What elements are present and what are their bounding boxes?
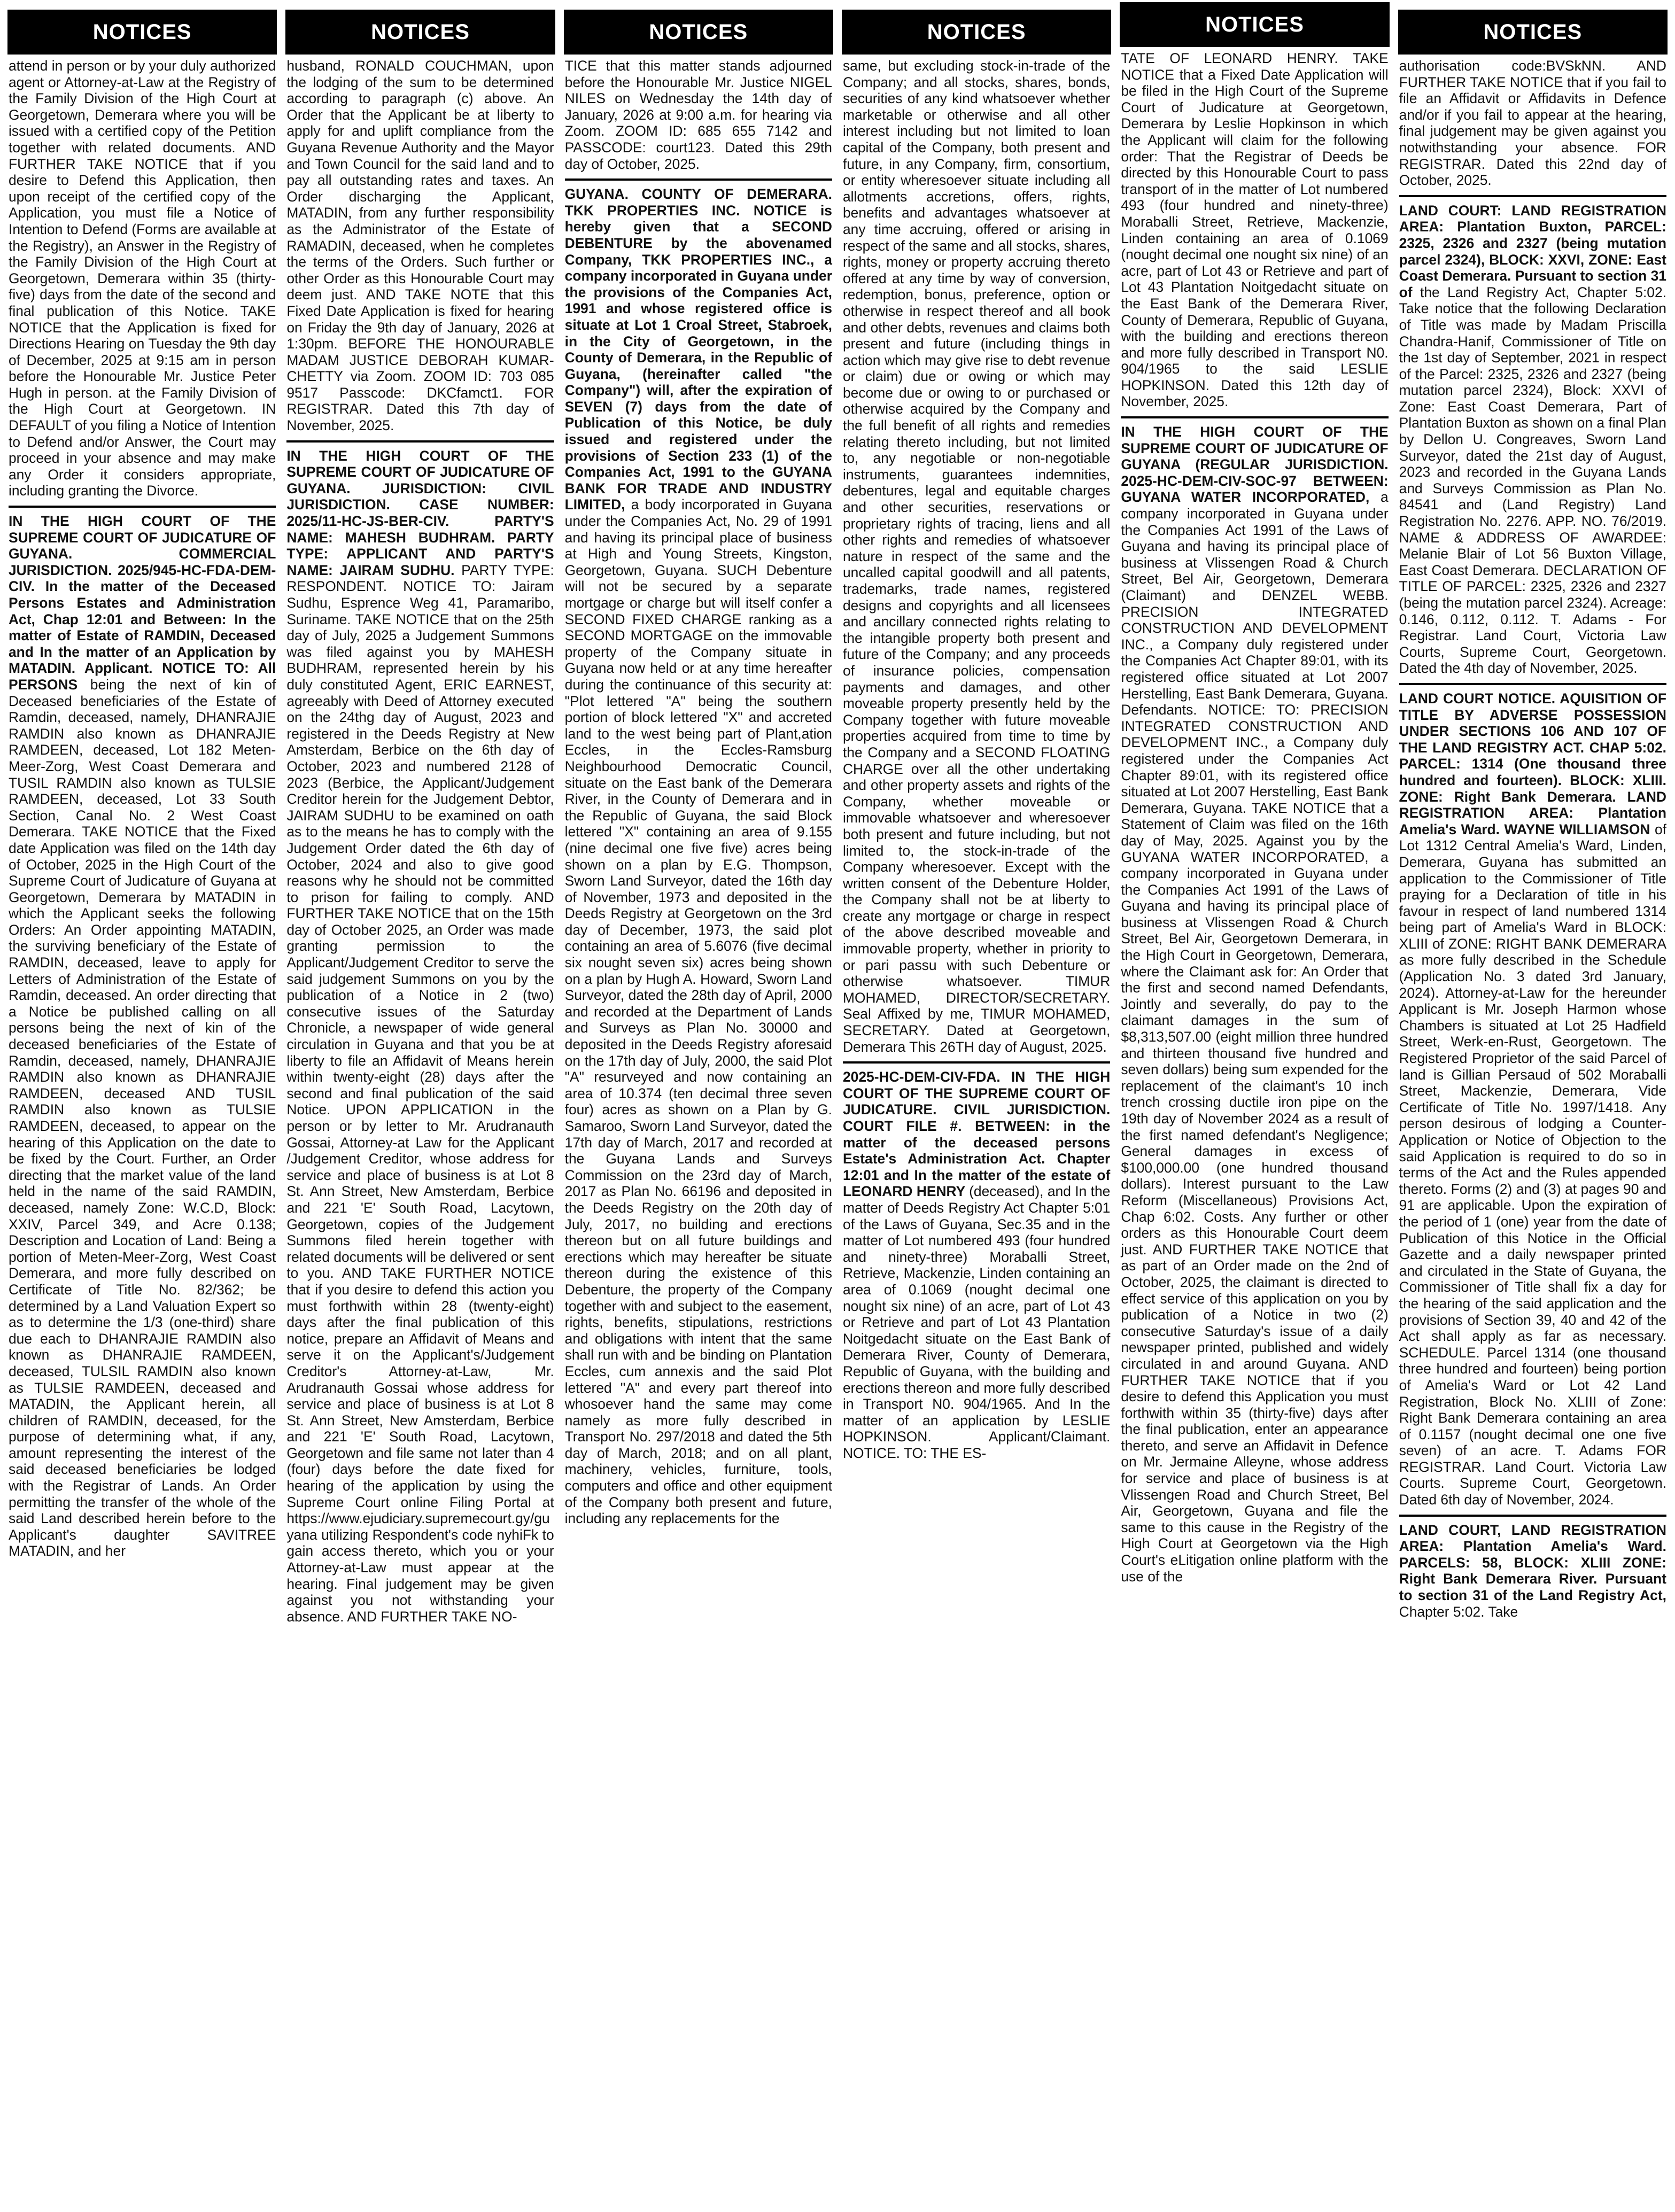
notice-paragraph: attend in person or by your duly authorized agent or Attorney-at-Law at the Registry of the Family Division of the High Court at Georgetown, Demerara where you will be issued with a certified copy of the Petition together with related documents. AND FURTHER TAKE NOTICE that if you desire to Defend this Application, then upon receipt of the certified copy of the Application, you must file a Notice of Intention to Defend (Forms are available at the Registry), an Answer in the Registry of the Family Division of the High Court at Georgetown, Demerara within 35 (thirty-five) days from the date of the second and final publication of this Notice. TAKE NOTICE that the Application is fixed for Directions Hearing on Tuesday the 9th day of December, 2025 at 9:15 am in person before the Honourable Mr. Justice Peter Hugh in person. at the Family Division of the High Court at Georgetown. IN DEFAULT of you filing a Notice of Intention to Defend and/or Answer, the Court may proceed in your absence and may make any Order it considers appropriate, including granting the Divorce. <box>9 58 276 499</box>
notice-item <box>1121 424 1388 1587</box>
column-rule <box>1399 195 1666 197</box>
notices-column-5 <box>1120 0 1389 2212</box>
column-rule <box>565 178 832 181</box>
column-rule <box>286 440 554 443</box>
notice-continuation <box>9 58 276 501</box>
notice-paragraph: of Lot 1312 Central Amelia's Ward, Linden, Demerara, Guyana has submitted an application to the Commissioner of Title praying for a Declaration of title in his favour in respect of land numbered 1314 being part of Amelia's Ward in BLOCK: XLIII of ZONE: RIGHT BANK DEMERARA as more fully described in the Schedule (Application No. 3 dated 3rd January, 2024). Attorney-at-Law for the hereunder Applicant is Mr. Joseph Harmon whose Chambers is situated at Lot 25 Hadfield Street, Werk-en-Rust, Georgetown. The Registered Proprietor of the said Parcel of land is Gillian Persaud of 502 Moraballi Street, Mackenzie, Demerara, Vide Certificate of Title No. 1997/1418. Any person desirous of lodging a Counter-Application or Notice of Objection to the said Application is required to do so in terms of the Act and the Rules appended thereto. Forms (2) and (3) at pages 90 and 91 are applicable. Upon the expiration of the period of 1 (one) year from the date of Publication of this Notice in the Official Gazette and a daily newspaper printed and circulated in the State of Guyana, the Commissioner of Title shall fix a day for the hearing of the said application and the provisions of Section 39, 40 and 42 of the Act shall apply as far as necessary. SCHEDULE. Parcel 1314 (one thousand three hundred and fourteen) being portion of Amelia's Ward or Lot 42 Land Registration, Block No. XLIII of Zone: Right Bank Demerara containing an area of 0.1157 (nought decimal one one five seven) of an acre. T. Adams FOR REGISTRAR. Land Court. Victoria Law Courts. Supreme Court, Georgetown. Dated 6th day of November, 2024. <box>1399 821 1666 1508</box>
notice-item <box>1399 203 1666 679</box>
notice-paragraph: authorisation code:BVSkNN. AND FURTHER TAKE NOTICE that if you fail to file an Affidavit or Affidavits in Defence and/or if you fail to appear at the hearing, final judgement may be given against you notwithstanding your absence. FOR REGISTRAR. Dated this 22nd day of October, 2025. <box>1399 58 1666 189</box>
notices-column-4 <box>842 0 1111 2212</box>
notice-heading: LAND COURT: LAND REGISTRATION AREA: Plantation Buxton, PARCEL: 2325, 2326 and 2327 (being mutation parcel 2324), BLOCK: XXVI, ZONE: East Coast Demerara. Pursuant to section 31 of <box>1399 202 1666 300</box>
notice-item <box>9 513 276 1562</box>
column-rule <box>9 506 276 508</box>
notices-column-3 <box>564 0 833 2212</box>
notice-heading: IN THE HIGH COURT OF THE SUPREME COURT OF JUDICATURE OF GUYANA. COMMERCIAL JURISDICTION. 2025/945-HC-FDA-DEM-CIV. In the matter of the Deceased Persons Estates and Administration Act, Chap 12:01 and Between: In the matter of Estate of RAMDIN, Deceased and In the matter of an Application by MATADIN. Applicant. NOTICE TO: All PERSONS <box>9 513 276 693</box>
notices-header: NOTICES <box>1398 10 1668 55</box>
notice-heading: LAND COURT, LAND REGISTRATION AREA: Plantation Amelia's Ward. PARCELS: 58, BLOCK: XLIII ZONE: Right Bank Demerara River. Pursuant to section 31 of the Land Registry Act, <box>1399 1522 1666 1604</box>
notice-continuation <box>565 58 832 174</box>
notice-item <box>565 186 832 1529</box>
notice-heading: IN THE HIGH COURT OF THE SUPREME COURT OF JUDICATURE OF GUYANA. JURISDICTION: CIVIL JURISDICTION. CASE NUMBER: 2025/11-HC-JS-BER-CIV. PARTY'S NAME: MAHESH BUDHRAM. PARTY TYPE: APPLICANT AND PARTY'S NAME: JAIRAM SUDHU. <box>286 447 554 578</box>
notice-paragraph: husband, RONALD COUCHMAN, upon the lodging of the sum to be determined according to paragraph (c) above. An Order that the Applicant be at liberty to apply for and uplift compliance from the Guyana Revenue Authority and the Mayor and Town Council for the said land and to pay all outstanding rates and taxes. An Order discharging the Applicant, MATADIN, from any further responsibility as the Administrator of the Estate of RAMADIN, deceased, when he completes the terms of the Orders. Such further or other Order as this Honourable Court may deem just. AND TAKE NOTE that this Fixed Date Application is fixed for hearing on Friday the 9th day of January, 2026 at 1:30pm. BEFORE THE HONOURABLE MADAM JUSTICE DEBORAH KUMAR-CHETTY via Zoom. ZOOM ID: 703 085 9517 Passcode: DKCfamct1. FOR REGISTRAR. Dated this 7th day of November, 2025. <box>286 58 554 434</box>
notice-paragraph: (deceased), and In the matter of Deeds Registry Act Chapter 5:01 of the Laws of Guyana, Sec.35 and in the matter of Lot numbered 493 (four hundred and ninety-three) Moraballi Street, Retrieve, Mackenzie, Linden containing an area of 0.1069 (nought decimal one nought six nine) of an acre, part of Lot 43 or Retrieve and part of Lot 43 Plantation Noitgedacht situate on the East Bank of Demerara River, County of Demerara, Republic of Guyana, with the building and erections thereon and more fully described in Transport N0. 904/1965. And In the matter of an application by LESLIE HOPKINSON. Applicant/Claimant. NOTICE. TO: THE ES- <box>842 1183 1111 1461</box>
notices-header: NOTICES <box>7 10 277 55</box>
notice-body <box>285 58 555 1627</box>
notice-paragraph: PARTY TYPE: RESPONDENT. NOTICE TO: Jairam Sudhu, Esprence Weg 41, Paramaribo, Suriname. TAKE NOTICE that on the 25th day of July, 2025 a Judgement Summons was filed against you by MAHESH BUDHRAM, represented herein by his duly constituted Agent, ERIC EARNEST, agreeably with Deed of Attorney executed on the 24thg day of August, 2023 and registered in the Deeds Registry at New Amsterdam, Berbice on the 6th day of October, 2023 and numbered 2128 of 2023 (Berbice, the Applicant/Judgement Creditor herein for the Judgement Debtor, JAIRAM SUDHU to be examined on oath as to the means he has to comply with the Judgement Order dated the 6th day of October, 2024 and also to give good reasons why he should not be committed to prison for failing to comply. AND FURTHER TAKE NOTICE that on the 15th day of October 2025, an Order was made granting permission to the Applicant/Judgement Creditor to serve the said judgement Summons on you by the publication of a Notice in 2 (two) consecutive issues of the Saturday Chronicle, a newspaper of wide general circulation in Guyana and that you be at liberty to file an Affidavit of Means herein within twenty-eight (28) days after the second and final publication of the said Notice. UPON APPLICATION in the person or by letter to Mr. Arudranauth Gossai, Attorney-at Law for the Applicant /Judgement Creditor, whose address for service and place of business is at Lot 8 St. Ann Street, New Amsterdam, Berbice and 221 'E' South Road, Lacytown, Georgetown, copies of the Judgement Summons filed herein together with related documents will be delivered or sent to you. AND TAKE FURTHER NOTICE that if you desire to defend this action you must forthwith within 28 (twenty-eight) days after the final publication of this notice, prepare an Affidavit of Means and serve it on the Applicant's/Judgement Creditor's Attorney-at-Law, Mr. Arudranauth Gossai whose address for service and place of business is at Lot 8 St. Ann Street, New Amsterdam, Berbice and 221 'E' South Road, Lacytown, Georgetown and file same not later than 4 (four) days before the date fixed for hearing of the application by using the Supreme Court online Filing Portal at https://www.ejudiciary.supremecourt.gy/guyana utilizing Respondent's code nyhiFk to gain access thereto, which you or your Attorney-at-Law must appear at the hearing. Final judgement may be given against you not withstanding your absence. AND FURTHER TAKE NO- <box>286 562 554 1625</box>
notice-paragraph: the Land Registry Act, Chapter 5:02. Take notice that the following Declaration of Title was made by Madam Priscilla Chandra-Hanif, Commissioner of Title on the 1st day of September, 2021 in respect of the Parcel: 2325, 2326 and 2327 (being mutation parcel 2324), Block: XXVI of Zone: East Coast Demerara, Part of Plantation Buxton as shown on a final Plan by Dellon U. Congreaves, Sworn Land Surveyor, dated the 21st day of August, 2023 and recorded in the Guyana Lands and Surveys Commission as Plan No. 84541 and (Land Registry) Land Registration No. 2276. APP. NO. 76/2019. NAME & ADDRESS OF AWARDEE: Melanie Blair of Lot 56 Buxton Village, East Coast Demerara. DECLARATION OF TITLE OF PARCEL: 2325, 2326 and 2327 (being the mutation parcel 2324). Acreage: 0.146, 0.112, 0.112. T. Adams - For Registrar. Land Court, Victoria Law Courts, Supreme Court, Georgetown. Dated the 4th day of November, 2025. <box>1399 284 1666 677</box>
notice-continuation <box>1399 58 1666 191</box>
notice-item <box>843 1069 1110 1463</box>
notice-paragraph: same, but excluding stock-in-trade of the Company; and all stocks, shares, bonds, securities of any kind whatsoever whether marketable or otherwise and all other interest including but not limited to loan capital of the Company, both present and future, in any Company, firm, consortium, or entity wheresoever situate including all allotments accretions, offers, rights, benefits and advantages whatsoever at any time accruing, offered or arising in respect of the same and all stocks, shares, rights, money or property accruing thereto offered at any time by way of conversion, redemption, bonus, preference, option or otherwise in respect thereof and all book and other debts, revenues and claims both present and future (including things in action which may give rise to debt revenue or claim) due or owing or which may become due or owing to or purchased or otherwise acquired by the Company and the full benefit of all rights and remedies relating thereto including, but not limited to, any negotiable or non-negotiable instruments, guarantees indemnities, debentures, legal and equitable charges and other securities, reservations or proprietary rights of tracing, liens and all other rights and remedies of whatsoever nature in respect of the same and the uncalled capital goodwill and all patents, trademarks, trade names, registered designs and copyrights and all licensees and ancillary connected rights relating to the intangible property both present and future of the Company; and any proceeds of insurance policies, compensation payments and damages, and other moveable property presently held by the Company together with future moveable properties acquired from time to time by the Company and a SECOND FLOATING CHARGE over all the other undertaking and other property assets and rights of the Company, whether moveable or immovable whatsoever and wheresoever both present and future including, but not limited to, the stock-in-trade of the Company wheresoever. Except with the written consent of the Debenture Holder, the Company shall not be at liberty to create any mortgage or charge in respect of the above described moveable and immovable property, whether in priority to or pari passu with such Debenture or otherwise whatsoever. TIMUR MOHAMED, DIRECTOR/SECRETARY. Seal Affixed by me, TIMUR MOHAMED, SECRETARY. Dated at Georgetown, Demerara This 26TH day of August, 2025. <box>842 58 1111 1055</box>
notice-continuation <box>1121 50 1388 412</box>
notice-body <box>1120 50 1389 1587</box>
notice-body <box>564 58 833 1529</box>
notice-paragraph: being the next of kin of Deceased beneficiaries of the Estate of Ramdin, deceased, namely, DHANRAJIE RAMDIN also known as DHANRAJIE RAMDEEN, deceased, Lot 182 Meten-Meer-Zorg, West Coast Demerara and TUSIL RAMDIN also known as TULSIE RAMDEEN, deceased, Lot 33 South Section, Canal No. 2 West Coast Demerara. TAKE NOTICE that the Fixed date Application was filed on the 14th day of October, 2025 in the High Court of the Supreme Court of Judicature of Guyana at Georgetown, Demerara by MATADIN in which the Applicant seeks the following Orders: An Order appointing MATADIN, the surviving beneficiary of the Estate of RAMDIN, deceased, leave to apply for Letters of Administration of the Estate of Ramdin, deceased. An order directing that a Notice be published calling on all persons being the next of kin of the deceased beneficiaries of the Estate of Ramdin, deceased, namely, DHANRAJIE RAMDIN also known as DHANRAJIE RAMDEEN, deceased AND TUSIL RAMDIN also known as TULSIE RAMDEEN, deceased, to appear on the hearing of this Application on the date to be fixed by the Court. Further, an Order directing that the market value of the land held in the name of the said RAMDIN, deceased, namely Zone: W.C.D, Block: XXIV, Parcel 349, and Acre 0.138; Description and Location of Land: Being a portion of Meten-Meer-Zorg, West Coast Demerara, and more fully described on Certificate of Title No. 82/362; be determined by a Land Valuation Expert so as to determine the 1/3 (one-third) share due each to DHANRAJIE RAMDIN also known as DHANRAJIE RAMDEEN, deceased, TULSIL RAMDIN also known as TULSIE RAMDEEN, deceased and MATADIN, the Applicant herein, all children of RAMDIN, deceased, for the purpose of determining what, if any, amount representing the interest of the said deceased beneficiaries be lodged with the Registrar of Lands. An Order permitting the transfer of the whole of the said Land described herein before to the Applicant's daughter SAVITREE MATADIN, and her <box>9 676 276 1559</box>
notice-item <box>286 448 554 1627</box>
notice-paragraph: a company incorporated in Guyana under the Companies Act 1991 of the Laws of Guyana and having its principal place of business at Vlissengen Road & Church Street, Bel Air, Georgetown, Demerara (Claimant) and DENZEL WEBB. PRECISION INTEGRATED CONSTRUCTION AND DEVELOPMENT INC., a Company duly registered under the Companies Act Chapter 89:01, with its registered office situated at Lot 2007 Herstelling, East Bank Demerara, Guyana. Defendants. NOTICE: TO: PRECISION INTEGRATED CONSTRUCTION AND DEVELOPMENT INC., a Company duly registered under the Companies Act Chapter 89:01, with its registered office situated at Lot 2007 Herstelling, East Bank Demerara, Guyana. TAKE NOTICE that a Statement of Claim was filed on the 16th day of May, 2025. Against you by the GUYANA WATER INCORPORATED, a company incorporated in Guyana under the Companies Act 1991 of the Laws of Guyana and having its principal place of business at Vlissengen Road & Church Street, Bel Air, Georgetown Demerara, in the High Court in Georgetown, Demerara, where the Claimant ask for: An Order that the first and second named Defendants, Jointly and severally, do pay to the claimant damages in the sum of $8,313,507.00 (eight million three hundred and thirteen thousand five hundred and seven dollars) being sum expended for the replacement of the claimant's 10 inch trench crossing ductile iron pipe on the 19th day of November 2024 as a result of the first named defendant's Negligence; General damages in excess of $100,000.00 (one hundred thousand dollars). Interest pursuant to the Law Reform (Miscellaneous) Provisions Act, Chap 6:02. Costs. Any further or other orders as this Honourable Court deem just. AND FURTHER TAKE NOTICE that as part of an Order made on the 2nd of October, 2025, the claimant is directed to effect service of this application on you by publication of a Notice in two (2) consecutive Saturday's issue of a daily newspaper printed, published and widely circulated in and around Guyana. AND FURTHER TAKE NOTICE that if you desire to defend this Application you must forthwith within 35 (thirty-five) days after the final publication, enter an appearance thereto, and serve an Affidavit in Defence on Mr. Jermaine Alleyne, whose address for service and place of business is at Vlissengen Road and Church Street, Bel Air, Georgetown, Guyana and file the same to this cause in the Registry of the High Court at Georgetown via the High Court's eLitigation online platform with the use of the <box>1121 489 1389 1585</box>
notices-column-2 <box>285 0 555 2212</box>
column-rule <box>1399 683 1666 685</box>
notices-header: NOTICES <box>1120 2 1389 47</box>
notice-paragraph: TICE that this matter stands adjourned before the Honourable Mr. Justice NIGEL NILES on Wednesday the 14th day of January, 2026 at 9:00 a.m. for hearing via Zoom. ZOOM ID: 685 655 7142 and PASSCODE: court123. Dated this 29th day of October, 2025. <box>564 58 832 172</box>
notice-paragraph: Chapter 5:02. Take <box>1399 1603 1518 1620</box>
notice-heading: GUYANA. COUNTY OF DEMERARA. TKK PROPERTIES INC. NOTICE is hereby given that a SECOND DEBENTURE by the abovenamed Company, TKK PROPERTIES INC., a company incorporated in Guyana under the provisions of the Companies Act, 1991 and whose registered office is situate at Lot 1 Croal Street, Stabroek, in the City of Georgetown, in the County of Demerara, in the Republic of Guyana, (hereinafter called "the Company") will, after the expiration of SEVEN (7) days from the date of Publication of this Notice, be duly issued and registered under the provisions of Section 233 (1) of the Companies Act, 1991 to the GUYANA BANK FOR TRADE AND INDUSTRY LIMITED, <box>564 186 832 513</box>
notice-paragraph: TATE OF LEONARD HENRY. TAKE NOTICE that a Fixed Date Application will be filed in the High Court of the Supreme Court of Judicature at Georgetown, Demerara by Leslie Hopkinson in which the Applicant will claim for the following order: That the Registrar of Deeds be directed by this Honourable Court to pass transport of in the matter of Lot numbered 493 (four hundred and ninety-three) Moraballi Street, Retrieve, Mackenzie, Linden containing an area of 0.1069 (nought decimal one nought six nine) of an acre, part of Lot 43 or Retrieve and part of Lot 43 Plantation Noitgedacht situate on the East Bank of the Demerara River, County of Demerara, Republic of Guyana, with the building and erections thereon and more fully described in Transport N0. 904/1965 to the said LESLIE HOPKINSON. Dated this 12th day of November, 2025. <box>1121 50 1389 410</box>
notice-continuation <box>286 58 554 436</box>
notice-body <box>7 58 277 1562</box>
notice-item <box>1399 690 1666 1510</box>
notice-continuation <box>843 58 1110 1057</box>
notice-heading: IN THE HIGH COURT OF THE SUPREME COURT OF JUDICATURE OF GUYANA (REGULAR JURISDICTION. 2025-HC-DEM-CIV-SOC-97 BETWEEN: GUYANA WATER INCORPORATED, <box>1121 424 1389 506</box>
notice-body <box>1398 58 1668 1622</box>
notice-body <box>842 58 1111 1463</box>
notices-header: NOTICES <box>564 10 833 55</box>
notice-paragraph: a body incorporated in Guyana under the Companies Act, No. 29 of 1991 and having its principal place of business at High and Young Streets, Kingston, Georgetown, Guyana. SUCH Debenture will not be secured by a separate mortgage or charge but will itself confer a SECOND FIXED CHARGE ranking as a SECOND MORTGAGE on the immovable property of the Company situate in Guyana now held or at any time hereafter during the continuance of this security at: "Plot lettered "A" being the southern portion of block lettered "X" and accreted land to the west being part of Plant,ation Eccles, in the Eccles-Ramsburg Neighbourhood Democratic Council, situate on the East bank of the Demerara River, in the County of Demerara and in the Republic of Guyana, the said Block lettered "X" containing an area of 9.155 (nine decimal one five five) acres being shown on a plan by E.G. Thompson, Sworn Land Surveyor, dated the 16th day of November, 1973 and deposited in the Deeds Registry at Georgetown on the 3rd day of December, 1973, the said plot containing an area of 5.6076 (five decimal six nought seven six) acres being shown on a plan by Hugh A. Howard, Sworn Land Surveyor, dated the 28th day of April, 2000 and recorded at the Department of Lands and Surveys as Plan No. 30000 and deposited in the Deeds Registry aforesaid on the 17th day of July, 2000, the said Plot "A" resurveyed and now containing an area of 10.374 (ten decimal three seven four) acres as shown on a Plan by G. Samaroo, Sworn Land Surveyor, dated the 17th day of March, 2017 and recorded at the Guyana Lands and Surveys Commission on the 23rd day of March, 2017 as Plan No. 66196 and deposited in the Deeds Registry on the 20th day of July, 2017, no building and erections thereon but on all future buildings and erections which may hereafter be situate thereon during the existence of this Debenture, the property of the Company together with and subject to the easement, rights, benefits, stipulations, restrictions and obligations with intent that the same shall run with and be binding on Plantation Eccles, cum annexis and the said Plot lettered "A" and every part thereof into whosoever hand the same may come namely as more fully described in Transport No. 297/2018 and dated the 5th day of March, 2018; and on all plant, machinery, vehicles, furniture, tools, computers and office and other equipment of the Company both present and future, including any replacements for the <box>564 496 832 1527</box>
column-rule <box>1121 416 1388 418</box>
notice-heading: LAND COURT NOTICE. AQUISITION OF TITLE BY ADVERSE POSSESSION UNDER SECTIONS 106 AND 107 OF THE LAND REGISTRY ACT. CHAP 5:02. PARCEL: 1314 (One thousand three hundred and fourteen). BLOCK: XLIII. ZONE: Right Bank Demerara. LAND REGISTRATION AREA: Plantation Amelia's Ward. WAYNE WILLIAMSON <box>1399 690 1666 837</box>
column-rule <box>843 1061 1110 1064</box>
column-rule <box>1399 1515 1666 1517</box>
notices-header: NOTICES <box>285 10 555 55</box>
notices-column-1 <box>7 0 277 2212</box>
notice-heading: 2025-HC-DEM-CIV-FDA. IN THE HIGH COURT OF THE SUPREME COURT OF JUDICATURE. CIVIL JURISDICTION. COURT FILE #. BETWEEN: in the matter of the deceased persons Estate's Administration Act. Chapter 12:01 and In the matter of the estate of LEONARD HENRY <box>842 1069 1111 1200</box>
notices-header: NOTICES <box>842 10 1111 55</box>
notice-item <box>1399 1522 1666 1623</box>
notices-column-6 <box>1398 0 1668 2212</box>
